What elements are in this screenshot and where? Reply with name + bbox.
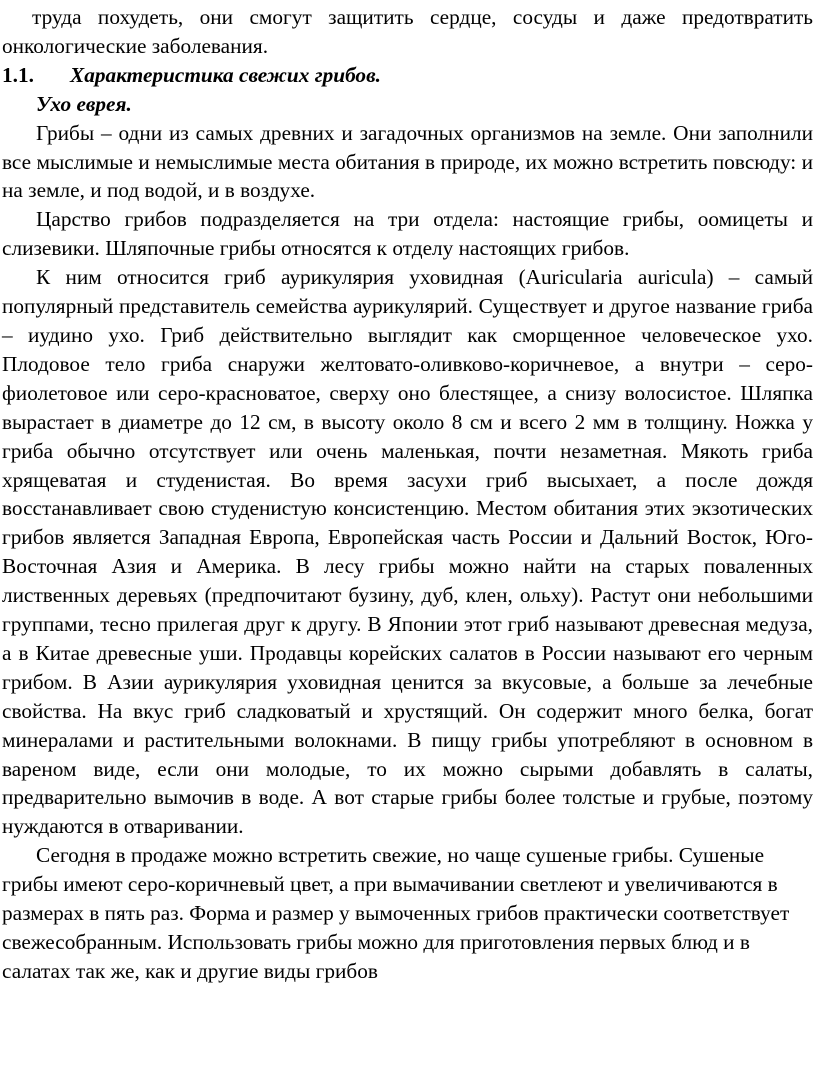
section-title: Характеристика свежих грибов. [70, 62, 381, 87]
section-heading [2, 61, 813, 90]
intro-paragraph: труда похудеть, они смогут защитить сердце, сосуды и даже предотвратить онкологические заболевания. [2, 5, 813, 58]
paragraph-fungi-intro: Грибы – одни из самых древних и загадочных организмов на земле. Они заполнили все мыслимые и немыслимые места обитания в природе, их можно встретить повсюду: и на земле, и под водой, и в воздухе. [2, 120, 813, 203]
paragraph-auricularia: К ним относится гриб аурикулярия уховидная (Auricularia auricula) – самый популярный представитель семейства аурикулярий. Существует и другое название гриба – иудино ухо. Гриб действительно выглядит как сморщенное человеческое ухо. Плодовое тело гриба снаружи желтовато-оливково-коричневое, а внутри – серо-фиолетовое или серо-красноватое, сверху оно блестящее, а снизу волосистое. Шляпка вырастает в диаметре до 12 см, в высоту около 8 см и всего 2 мм в толщину. Ножка у гриба обычно отсутствует или очень маленькая, почти незаметная. Мякоть гриба хрящеватая и студенистая. Во время засухи гриб высыхает, а после дождя восстанавливает свою студенистую консистенцию. Местом обитания этих экзотических грибов является Западная Европа, Европейская часть России и Дальний Восток, Юго-Восточная Азия и Америка. В лесу грибы можно найти на старых поваленных лиственных деревьях (предпочитают бузину, дуб, клен, ольху). Растут они небольшими группами, тесно прилегая друг к другу. В Японии этот гриб называют древесная медуза, а в Китае древесные уши. Продавцы корейских салатов в России называют его черным грибом. В Азии аурикулярия уховидная ценится за вкусовые, а больше за лечебные свойства. На вкус гриб сладковатый и хрустящий. Он содержит много белка, богат минералами и растительными волокнами. В пищу грибы употребляют в основном в вареном виде, если они молодые, то их можно сырыми добавлять в салаты, предварительно вымочив в воде. А вот старые грибы более толстые и грубые, поэтому нуждаются в отваривании. [2, 265, 813, 839]
document-body [2, 3, 813, 986]
paragraph-fungi-kingdom: Царство грибов подразделяется на три отдела: настоящие грибы, оомицеты и слизевики. Шляпочные грибы относятся к отделу настоящих грибов. [2, 207, 813, 261]
paragraph-dried-mushrooms: Сегодня в продаже можно встретить свежие, но чаще сушеные грибы. Сушеные грибы имеют серо-коричневый цвет, а при вымачивании светлеют и увеличиваются в размерах в пять раз. Форма и размер у вымоченных грибов практически соответствует свежесобранным. Использовать грибы можно для приготовления первых блюд и в салатах так же, как и другие виды грибов [2, 843, 790, 983]
subsection-heading: Ухо еврея. [36, 91, 132, 116]
section-number: 1.1. [2, 62, 34, 87]
